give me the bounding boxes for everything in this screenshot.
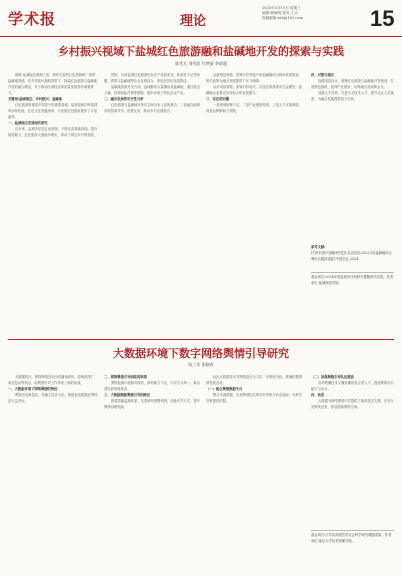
author-note: 基金项目:江苏省高校哲学社会科学研究课题成果。作者单位:南京大学信息管理学院。: [311, 530, 394, 544]
article2-column-1: [8, 374, 98, 570]
article2-byline: 陈三军 张晓冉: [188, 362, 214, 367]
paragraph: 大数据时代，网络舆情呈现出传播速度快、影响范围广、演变复杂等特点，给舆情引导工作带来了新的挑战。: [8, 375, 98, 385]
paragraph: 构建智能监测体系，完善研判预警机制，创新引导方式，提升舆情治理效能。: [104, 399, 200, 409]
section-heading: 三、大数据赋能舆情引导的路径: [104, 393, 151, 397]
paragraph: 一是规划统筹不足，二是产业链条较短，三是人才支撑薄弱，四是品牌影响力有限。: [206, 103, 303, 113]
paragraph: 加强人才培养，引进专业技术人才，提升从业人员素质，为融合发展提供智力支持。: [311, 91, 394, 101]
section-heading: 二、融合发展的可行性分析: [104, 97, 144, 101]
article1-column-1: [8, 72, 98, 334]
paragraph: 大数据为网络舆情引导提供了新的技术支撑，应充分发挥其优势，营造清朗网络空间。: [311, 399, 394, 409]
article1-column-2: [104, 72, 200, 334]
paragraph: 运用大数据技术对舆情进行全方位、多维度分析，准确把握舆情发展态势。: [206, 375, 303, 385]
section-heading: 二、网络舆情引导面临的困境: [104, 375, 147, 379]
paragraph: 整合多源数据，实现舆情信息的实时采集与动态追踪，为科学决策提供依据。: [206, 393, 303, 403]
section-heading: （一）建立舆情数据平台: [206, 387, 243, 391]
issue-date: 2025年3月19日 星期三: [262, 6, 301, 10]
issue-meta: [262, 6, 367, 21]
section-heading: 一、盐城地区发展现状研究: [8, 121, 48, 125]
article2-headline: 大数据环境下数字网络舆情引导研究: [113, 347, 289, 360]
section-heading: 四、结语: [311, 393, 325, 397]
keywords: 关键词:盐城地区；乡村振兴；盐碱地: [8, 97, 62, 101]
section-title: 理论: [180, 14, 207, 29]
section-heading: （二）加强舆情引导队伍建设: [311, 375, 354, 379]
paragraph: 舆情信息海量化、传播主体多元化、情绪表达极端化等特征日益突出。: [8, 393, 98, 403]
references-list: [1]乡村振兴战略研究[J].农业经济,2023.[2]盐碱地综合利用实践探索[J].中国农业,2024.: [311, 251, 392, 261]
article1-column-4: [311, 72, 394, 240]
paragraph: 从市场层面看，游客对体验式、沉浸式旅游需求日益增长，盐碱地农业观光具有较大的发展潜力。: [206, 85, 303, 95]
references-title: 参考文献:: [311, 245, 326, 249]
article2-column-3: [206, 374, 304, 570]
issue-contact: 投稿邮箱:xsb@163.com: [262, 16, 303, 20]
article-divider: [8, 339, 394, 340]
article1-column-3: [206, 72, 304, 334]
paragraph: 摘要:盐城地处黄海之滨，拥有丰富的红色资源和广袤的盐碱地资源。在乡村振兴战略背景下，探索红色旅游与盐碱地开发的融合路径，对于推动区域经济高质量发展具有重要意义。: [8, 73, 98, 95]
funding-note: 基金项目:2024年度盐城市社科研究课题研究成果。作者单位:盐城师范学院。: [311, 272, 394, 286]
paragraph: 盐碱地资源开发方面，盐城拥有大量滩涂及盐碱地，通过改良土壤、培育耐盐作物等措施，逐步形成了特色农业产业。: [104, 85, 200, 95]
newspaper-logo: 学术报: [8, 10, 57, 28]
paragraph: 然而，当前盐城红色旅游仍存在产品同质化、体验性不足等问题，需要与盐碱地特色农业相结合，形成差异化发展路径。: [104, 73, 200, 83]
paragraph: 红色旅游与盐碱地开发在空间分布上高度重合，二者融合能够实现资源共享、优势互补，推动乡村全面振兴。: [104, 103, 200, 113]
references: [311, 244, 394, 262]
paragraph: 从政策层面看，国家对乡村振兴和盐碱地综合利用高度重视，相关政策为融合发展提供了有力保障。: [206, 73, 303, 83]
section-heading: 一、大数据环境下网络舆情的特征: [8, 387, 58, 391]
article2-column-4: [311, 374, 394, 524]
article2-column-2: [104, 374, 200, 570]
article1-byline: 陈雪儿 刘雪欣 代梦丽 李颂超: [175, 61, 227, 66]
paragraph: 近年来，盐城市依托红色资源，不断完善基础设施，提升接待能力，红色旅游人数稳步增长，带动了周边乡村的发展。: [8, 127, 98, 137]
issue-editor: 编辑:韩晓明 校对:王月: [262, 11, 298, 15]
article1-headline: 乡村振兴视域下盐城红色旅游融和盐碱地开发的探索与实践: [58, 45, 344, 58]
paragraph: 红色旅游资源是乡村振兴的重要基础。盐城是新四军重建军部所在地，红色文化底蕴深厚，为发展红色旅游提供了丰富素材。: [8, 103, 98, 119]
section-heading: 四、对策与建议: [311, 73, 335, 77]
page-number: 15: [370, 6, 395, 31]
masthead: [0, 0, 402, 37]
paragraph: 培养既懂技术又懂传播的复合型人才，提高舆情应对能力与水平。: [311, 381, 394, 391]
paragraph: 加强顶层设计，统筹红色旅游与盐碱地开发规划，打造特色线路，延伸产业链条，培育融合发展新业态。: [311, 79, 394, 89]
paragraph: 舆情监测手段相对滞后，研判能力不足，引导方式单一，难以适应新形势要求。: [104, 381, 200, 391]
section-heading: 三、存在的问题: [206, 97, 230, 101]
